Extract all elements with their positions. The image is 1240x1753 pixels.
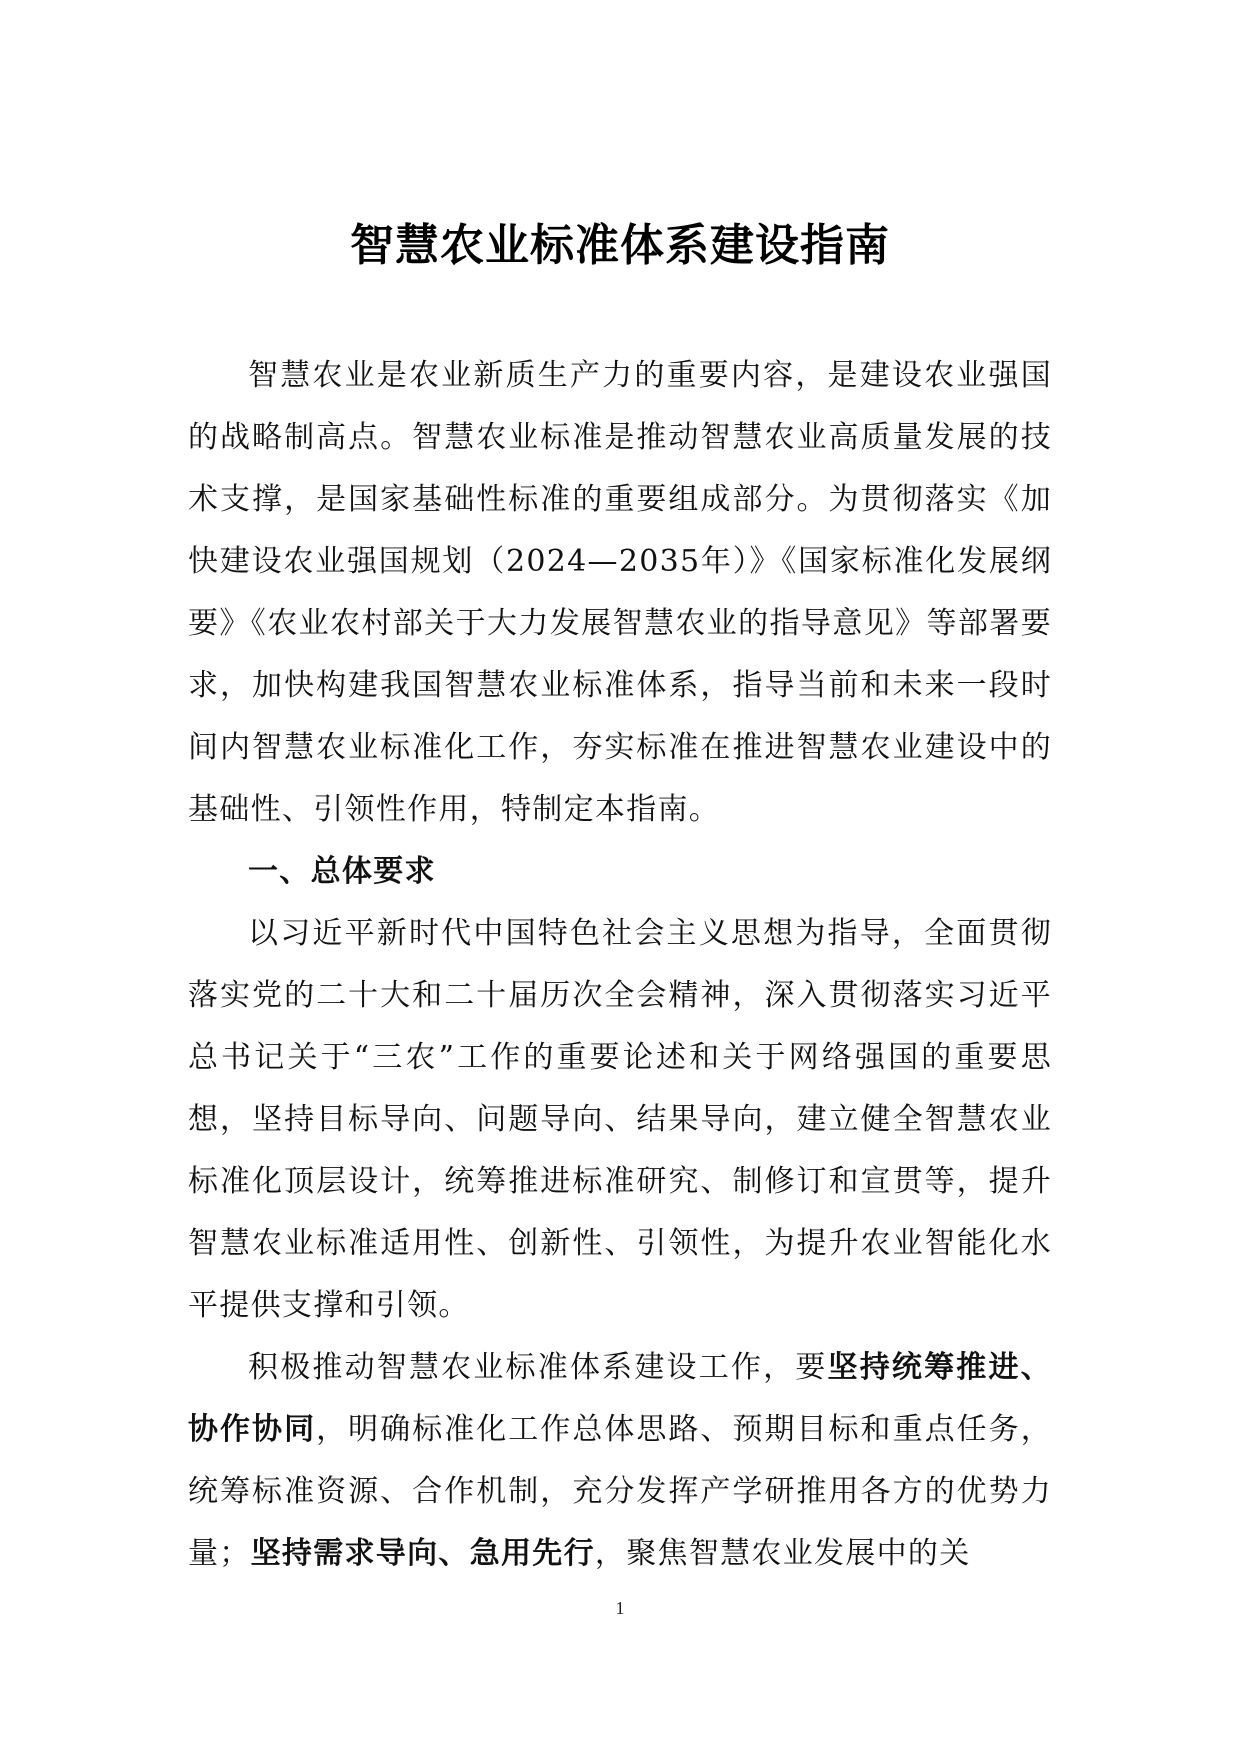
guiding-ideology-paragraph: 以习近平新时代中国特色社会主义思想为指导，全面贯彻落实党的二十大和二十届历次全会精神，深入贯彻落实习近平总书记关于“三农”工作的重要论述和关于网络强国的重要思想，坚持目标导向、问题导向、结果导向，建立健全智慧农业标准化顶层设计，统筹推进标准研究、制修订和宣贯等，提升智慧农业标准适用性、创新性、引领性，为提升农业智能化水平提供支撑和引领。 [188,916,1052,1323]
document-title: 智慧农业标准体系建设指南 [350,220,890,271]
document-body [188,345,1052,1585]
principles-text-1: 积极推动智慧农业标准体系建设工作，要 [248,1350,828,1385]
principle-demand-emphasis: 坚持需求导向、急用先行 [250,1536,595,1571]
principle-coordination-emphasis: 坚持统筹推进、协作协同 [188,1350,1052,1447]
page-number: 1 [615,1598,625,1618]
principles-text-3: ，聚焦智慧农业发展中的关 [594,1536,971,1571]
intro-paragraph: 智慧农业是农业新质生产力的重要内容，是建设农业强国的战略制高点。智慧农业标准是推动智慧农业高质量发展的技术支撑，是国家基础性标准的重要组成部分。为贯彻落实《加快建设农业强国规划（2024—2035年）》《国家标准化发展纲要》《农业农村部关于大力发展智慧农业的指导意见》等部署要求，加快构建我国智慧农业标准体系，指导当前和未来一段时间内智慧农业标准化工作，夯实标准在推进智慧农业建设中的基础性、引领性作用，特制定本指南。 [188,358,1052,827]
principles-paragraph [188,1337,1052,1585]
principles-text-2: ，明确标准化工作总体思路、预期目标和重点任务，统筹标准资源、合作机制，充分发挥产学研推用各方的优势力量； [188,1412,1052,1571]
section-heading-general-requirements: 一、总体要求 [248,854,436,889]
